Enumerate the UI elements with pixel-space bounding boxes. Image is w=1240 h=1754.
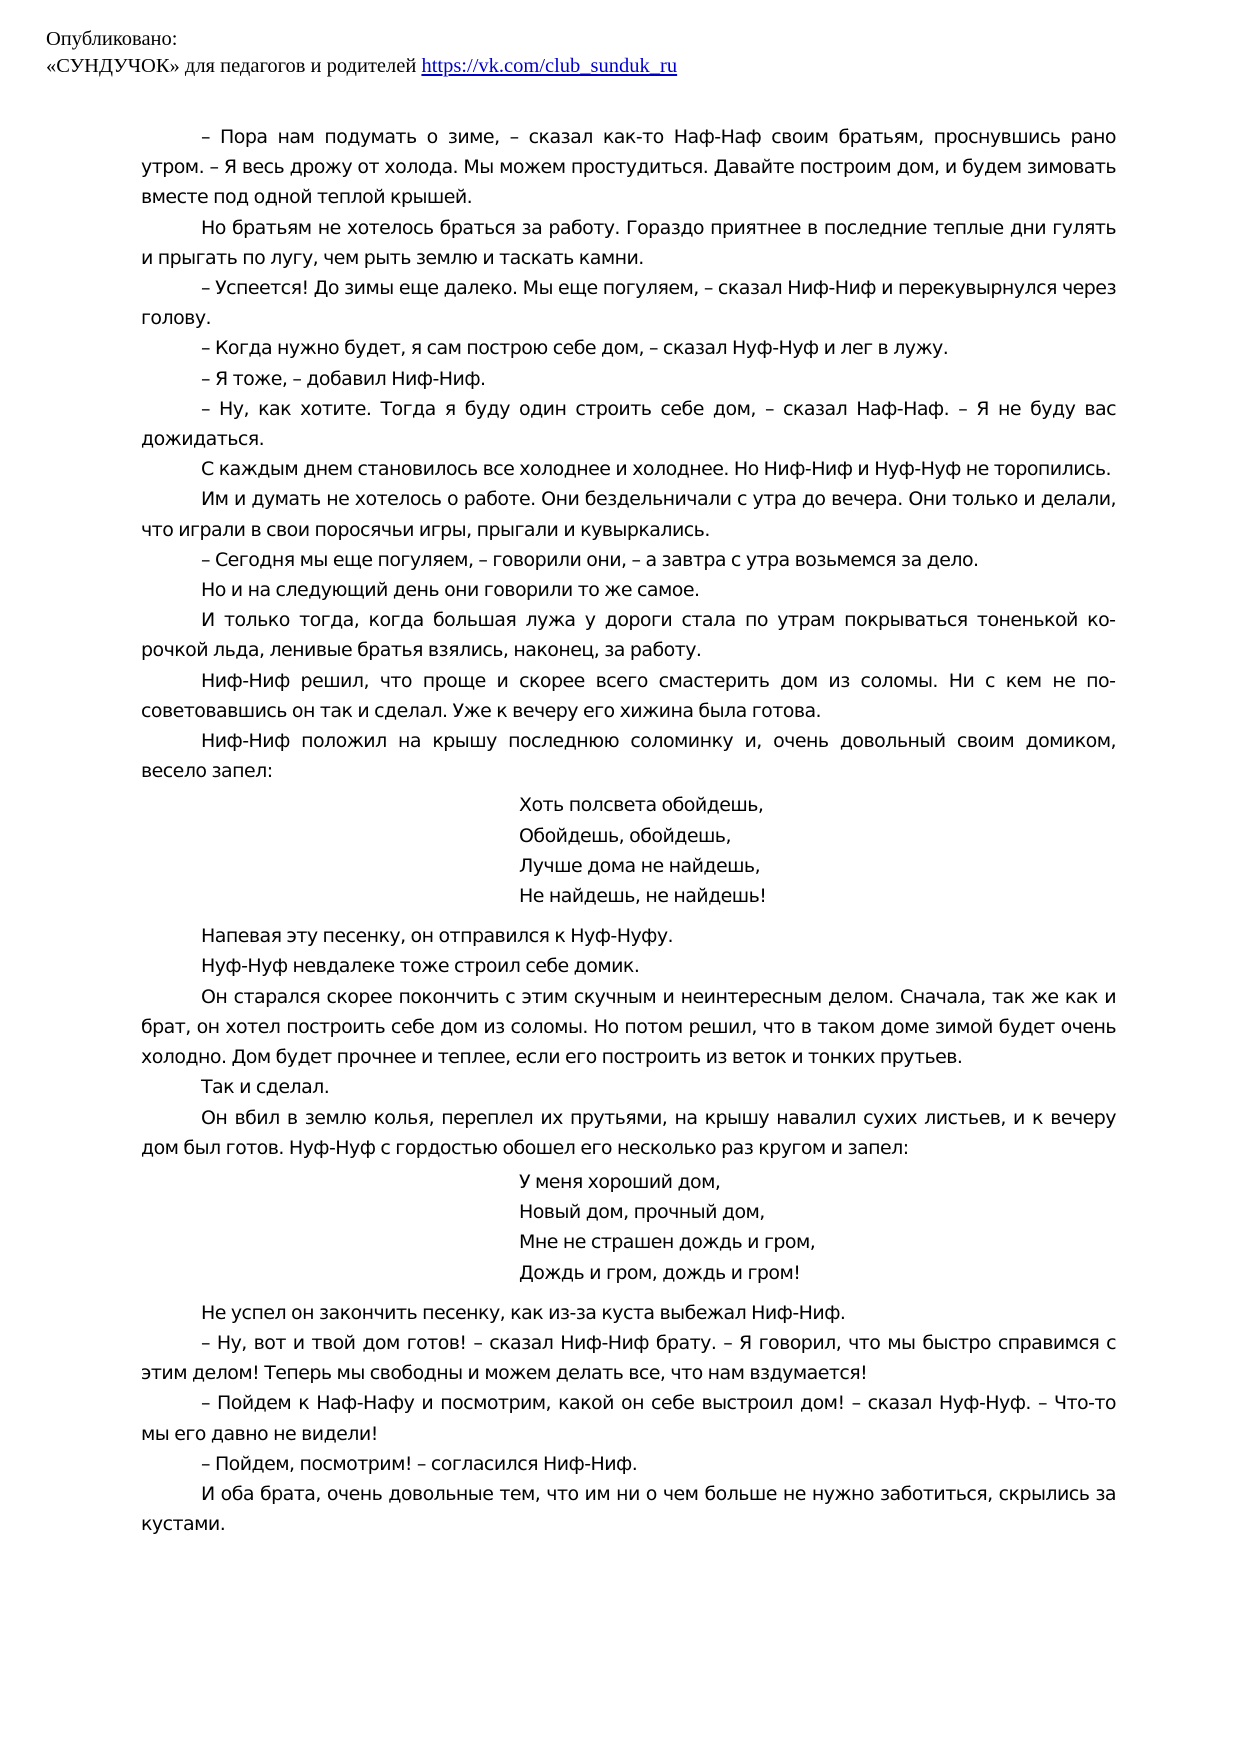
paragraph: – Пойдем к Наф-Нафу и посмотрим, какой он себе выстроил дом! – сказал Нуф-Нуф. – Что-то мы его давно не видели! [141,1392,1116,1445]
paragraph: Так и сделал. [201,1076,330,1099]
song-verse-nuf-nuf [519,1167,1116,1288]
poem-line: Дождь и гром, дождь и гром! [519,1261,801,1284]
paragraph: – Когда нужно будет, я сам построю себе дом, – сказал Нуф-Нуф и лег в лужу. [201,337,949,360]
paragraph: Но братьям не хотелось браться за работу. Гораздо приятнее в последние теплые дни гулять и прыгать по лугу, чем рыть землю и таскать камни. [141,216,1116,269]
poem-line: Не найдешь, не найдешь! [519,885,767,908]
paragraph: – Сегодня мы еще погуляем, – говорили они, – а завтра с утра возьмемся за дело. [201,548,979,571]
paragraph: Им и думать не хотелось о работе. Они бездельничали с утра до вечера. Они только и делали, что играли в свои поросячьи игры, прыгали и кувыркались. [141,488,1116,541]
paragraph: Ниф-Ниф положил на крышу последнюю соломинку и, очень довольный своим домиком, весело запел: [141,730,1116,783]
publication-header [46,26,677,80]
paragraph: – Пойдем, посмотрим! – согласился Ниф-Ниф. [201,1452,638,1475]
poem-line: Мне не страшен дождь и гром, [519,1231,816,1254]
paragraph: – Я тоже, – добавил Ниф-Ниф. [201,367,486,390]
paragraph: – Успеется! До зимы еще далеко. Мы еще погуляем, – сказал Ниф-Ниф и перекувырнулся через голову. [141,277,1116,330]
poem-line: Хоть полсвета обойдешь, [519,794,764,817]
paragraph: Но и на следующий день они говорили то же самое. [201,579,700,602]
paragraph: Ниф-Ниф решил, что проще и скорее всего смастерить дом из соломы. Ни с кем не посоветовавшись он так и сделал. Уже к вечеру его хижина была готова. [141,669,1116,722]
paragraph: – Пора нам подумать о зиме, – сказал как-то Наф-Наф своим братьям, проснувшись рано утром. – Я весь дрожу от холода. Мы можем простудиться. Давайте построим дом, и будем зимовать вместе под одной теплой крышей. [141,126,1116,209]
poem-line: У меня хороший дом, [519,1170,721,1193]
paragraph: Напевая эту песенку, он отправился к Нуф-Нуфу. [201,925,674,948]
story-text [141,122,1116,1539]
publisher-name: «СУНДУЧОК» для педагогов и родителей [46,55,422,77]
paragraph: – Ну, как хотите. Тогда я буду один строить себе дом, – сказал Наф-Наф. – Я не буду вас дожидаться. [141,397,1116,451]
paragraph: Нуф-Нуф невдалеке тоже строил себе домик. [201,955,640,978]
published-label: Опубликовано: [46,28,178,50]
paragraph: Он вбил в землю колья, переплел их прутьями, на крышу навалил сухих листьев, и к вечеру дом был готов. Нуф-Нуф с гордостью обошел его несколько раз кругом и запел: [141,1106,1116,1159]
paragraph: – Ну, вот и твой дом готов! – сказал Ниф-Ниф брату. – Я говорил, что мы быстро справимся с этим делом! Теперь мы свободны и можем делать все, что нам вздумается! [141,1331,1116,1385]
song-verse-nif-nif [519,790,1116,911]
poem-line: Обойдешь, обойдешь, [519,824,731,847]
publisher-line [46,53,677,80]
poem-line: Лучше дома не найдешь, [519,854,761,877]
poem-line: Новый дом, прочный дом, [519,1201,765,1224]
paragraph: И только тогда, когда большая лужа у дороги стала по утрам покрываться тоненькой корочкой льда, ленивые братья взялись, наконец, за работу. [141,609,1116,662]
paragraph: Он старался скорее покончить с этим скучным и неинтересным делом. Сначала, так же как и брат, он хотел построить себе дом из соломы. Но потом решил, что в таком доме зимой будет очень холодно. Дом будет прочнее и теплее, если его построить из веток и тонких прутьев. [141,985,1116,1069]
paragraph: С каждым днем становилось все холоднее и холоднее. Но Ниф-Ниф и Нуф-Нуф не торопились. [201,458,1112,481]
paragraph: И оба брата, очень довольные тем, что им ни о чем больше не нужно заботиться, скрылись за кустами. [141,1482,1116,1536]
vk-club-link[interactable]: https://vk.com/club_sunduk_ru [421,55,678,77]
paragraph: Не успел он закончить песенку, как из-за куста выбежал Ниф-Ниф. [201,1301,846,1324]
